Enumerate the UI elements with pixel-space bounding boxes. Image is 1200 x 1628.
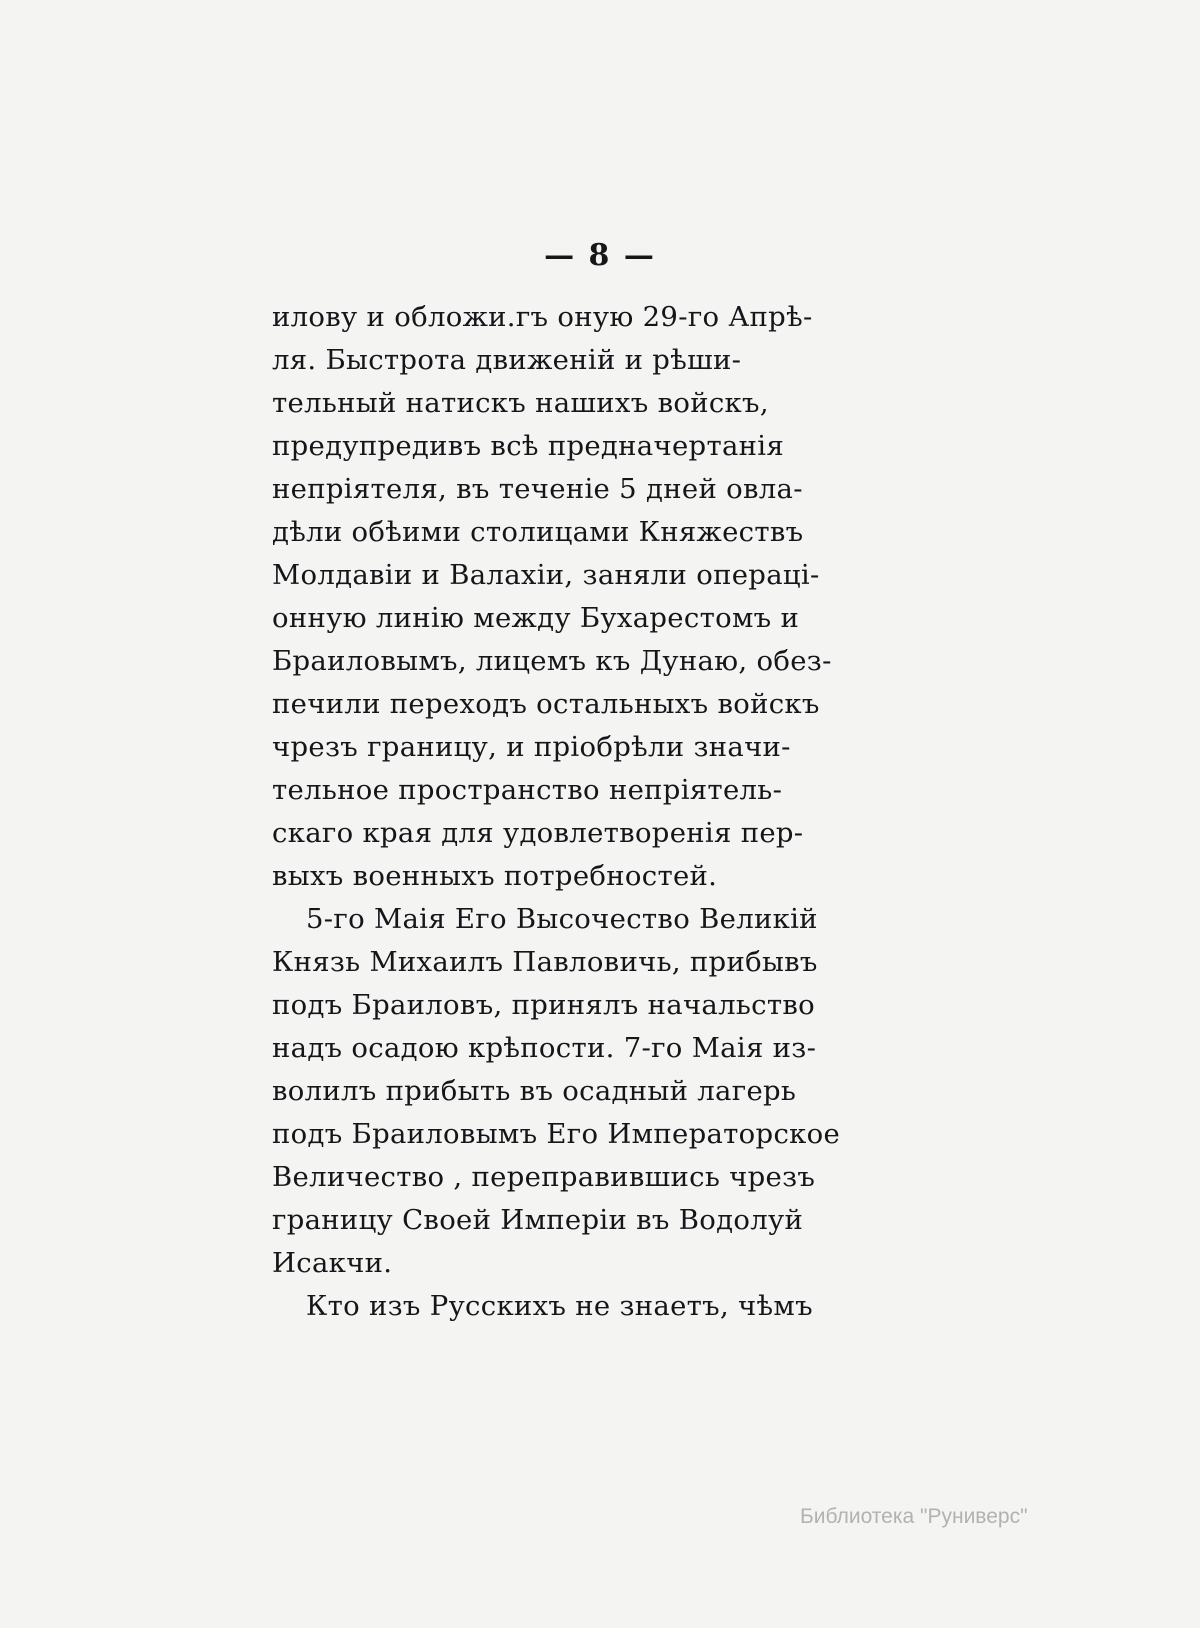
paragraph-2 [272,898,892,1285]
text-line: Молдавіи и Валахіи, заняли операці- [272,559,820,591]
page-number: — 8 — [544,238,656,273]
page-text-body [272,296,892,1328]
text-line: дѣли обѣими столицами Княжествъ [272,516,804,548]
text-line: Величество , переправившись чрезъ [272,1161,816,1193]
text-line: предупредивъ всѣ предначертанія [272,430,785,462]
paragraph-1 [272,296,892,898]
text-line: тельное пространство непріятель- [272,774,783,806]
text-line: тельный натискъ нашихъ войскъ, [272,387,769,419]
text-line: Князь Михаилъ Павловичь, прибывъ [272,946,818,978]
text-line: печили переходъ остальныхъ войскъ [272,688,820,720]
text-line: подъ Браиловъ, принялъ начальство [272,989,816,1021]
text-line: границу Своей Имперіи въ Водолуй [272,1204,804,1236]
text-line: 5-го Маія Его Высочество Великій [306,903,818,935]
text-line: скаго края для удовлетворенія пер- [272,817,804,849]
text-line: чрезъ границу, и пріобрѣли значи- [272,731,791,763]
text-line: выхъ военныхъ потребностей. [272,860,718,892]
text-line: непріятеля, въ теченіе 5 дней овла- [272,473,803,505]
text-line: Кто изъ Русскихъ не знаетъ, чѣмъ [306,1290,813,1322]
text-line: илову и обложи.гъ оную 29-го Апрѣ- [272,301,813,333]
text-line: надъ осадою крѣпости. 7-го Маія из- [272,1032,817,1064]
text-line: онную линію между Бухарестомъ и [272,602,800,634]
text-line: Браиловымъ, лицемъ къ Дунаю, обез- [272,645,832,677]
text-line: Исакчи. [272,1247,393,1279]
text-line: ля. Быстрота движеній и рѣши- [272,344,742,376]
paragraph-3 [272,1285,892,1328]
library-watermark: Библиотека "Руниверс" [800,1505,1028,1528]
text-line: подъ Браиловымъ Его Императорское [272,1118,841,1150]
text-line: волилъ прибыть въ осадный лагерь [272,1075,797,1107]
